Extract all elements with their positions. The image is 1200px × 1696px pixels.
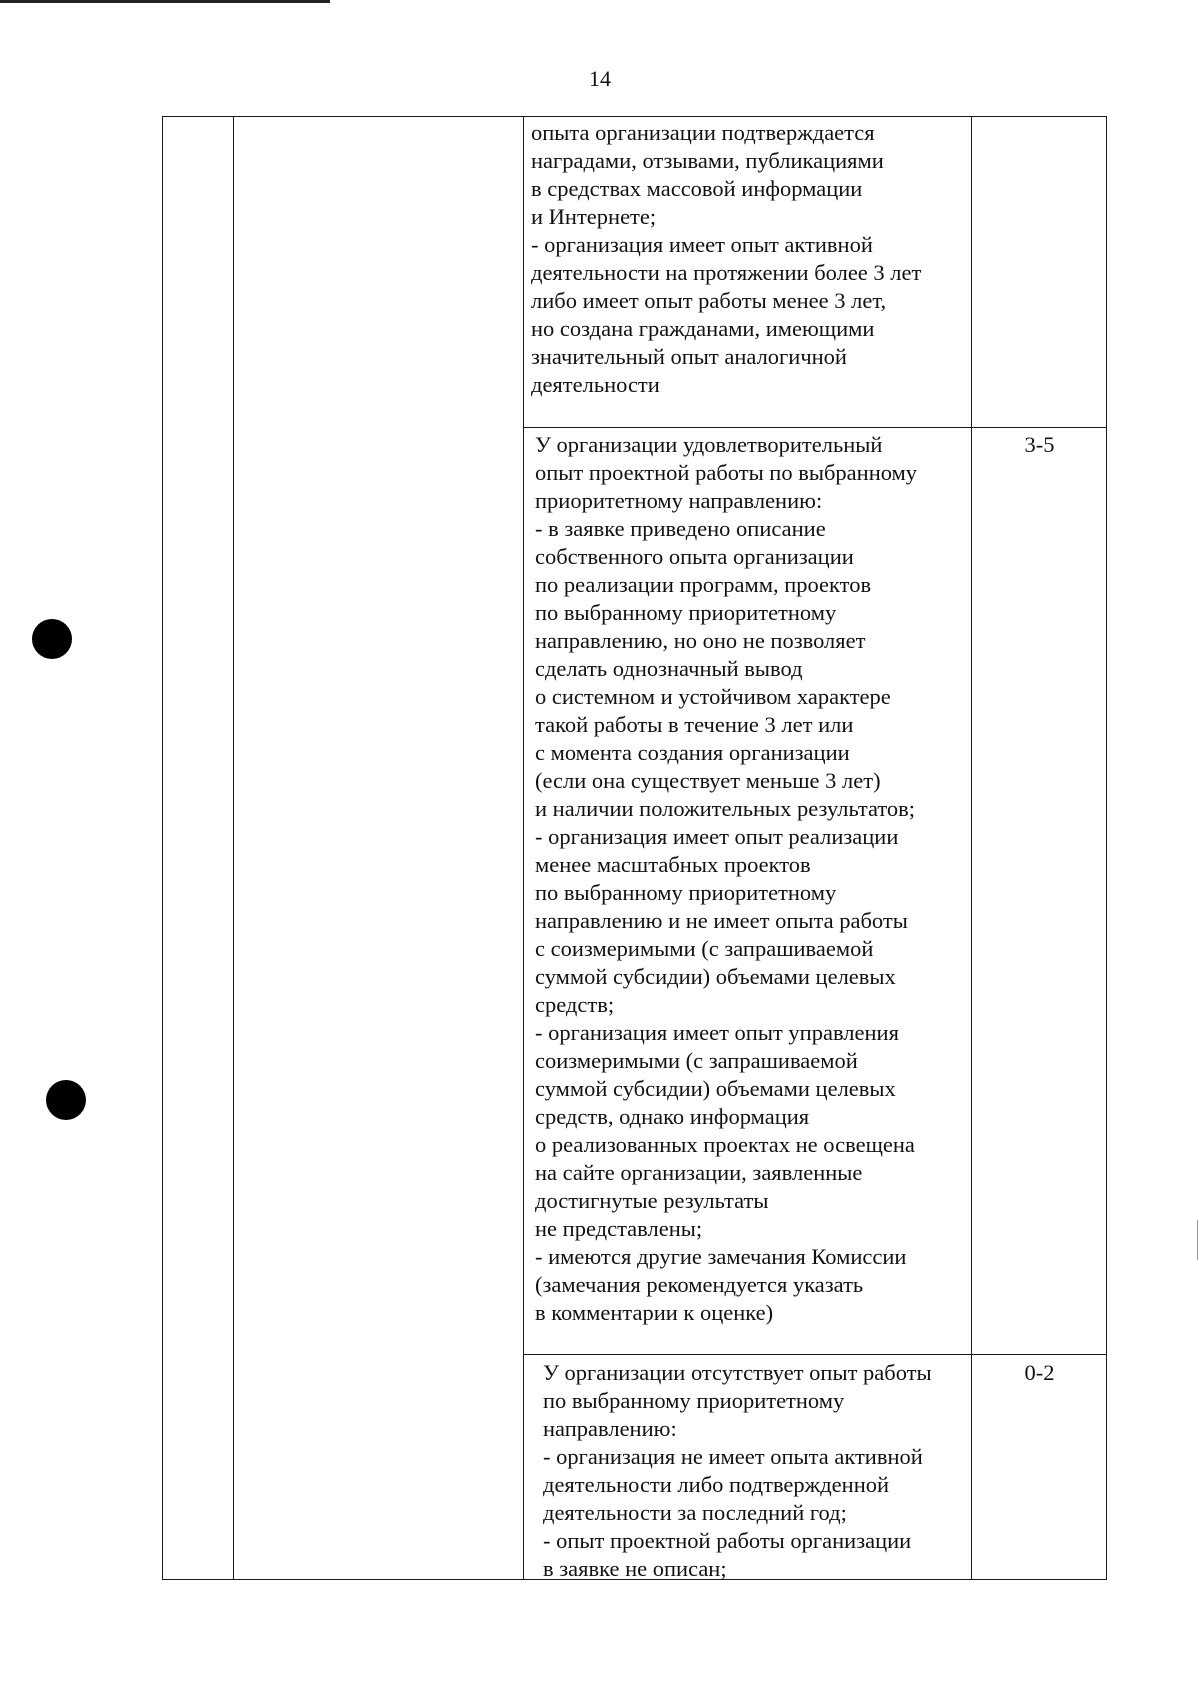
criterion-description-3: У организации отсутствует опыт работы по выбранному приоритетному направлению: - организация не имеет опыта активной деятельности либо подтвержденной деятельности за последний год; - опыт проектной работы организации в заявке не описан; — [543, 1360, 932, 1581]
scan-edge-line — [0, 0, 330, 3]
criterion-description-1: опыта организации подтверждается наградами, отзывами, публикациями в средствах массовой информации и Интернете; - организация имеет опыт активной деятельности на протяжении более 3 лет либо имеет опыт работы менее 3 лет, но создана гражданами, имеющими значительный опыт аналогичной деятельности — [531, 120, 922, 397]
criterion-score-3: 0-2 — [1024, 1360, 1055, 1385]
punch-hole-bottom — [46, 1080, 86, 1120]
criteria-table — [162, 116, 1107, 1580]
row-divider-1 — [523, 427, 1106, 428]
criterion-description-2: У организации удовлетворительный опыт проектной работы по выбранному приоритетному направлению: - в заявке приведено описание собственного опыта организации по реализации программ, проектов по выбранному приоритетному направлению, но оно не позволяет сделать однозначный вывод о системном и устойчивом характере такой работы в течение 3 лет или с момента создания организации (если она существует меньше 3 лет) и наличии положительных результатов; - организация имеет опыт реализации менее масштабных проектов по выбранному приоритетному направлению и не имеет опыта работы с соизмеримыми (с запрашиваемой суммой субсидии) объемами целевых средств; - организация имеет опыт управления соизмеримыми (с запрашиваемой суммой субсидии) объемами целевых средств, однако информация о реализованных проектах не освещена на сайте организации, заявленные достигнутые результаты не представлены; - имеются другие замечания Комиссии (замечания рекомендуется указать в комментарии к оценке) — [535, 432, 918, 1325]
punch-hole-top — [32, 619, 72, 659]
row-divider-2 — [523, 1354, 1106, 1355]
column-divider-1 — [233, 117, 234, 1579]
page-number: 14 — [589, 66, 611, 91]
criterion-score-2: 3-5 — [1024, 432, 1055, 457]
column-divider-2 — [523, 117, 524, 1579]
scan-edge-mark — [1197, 1220, 1198, 1260]
